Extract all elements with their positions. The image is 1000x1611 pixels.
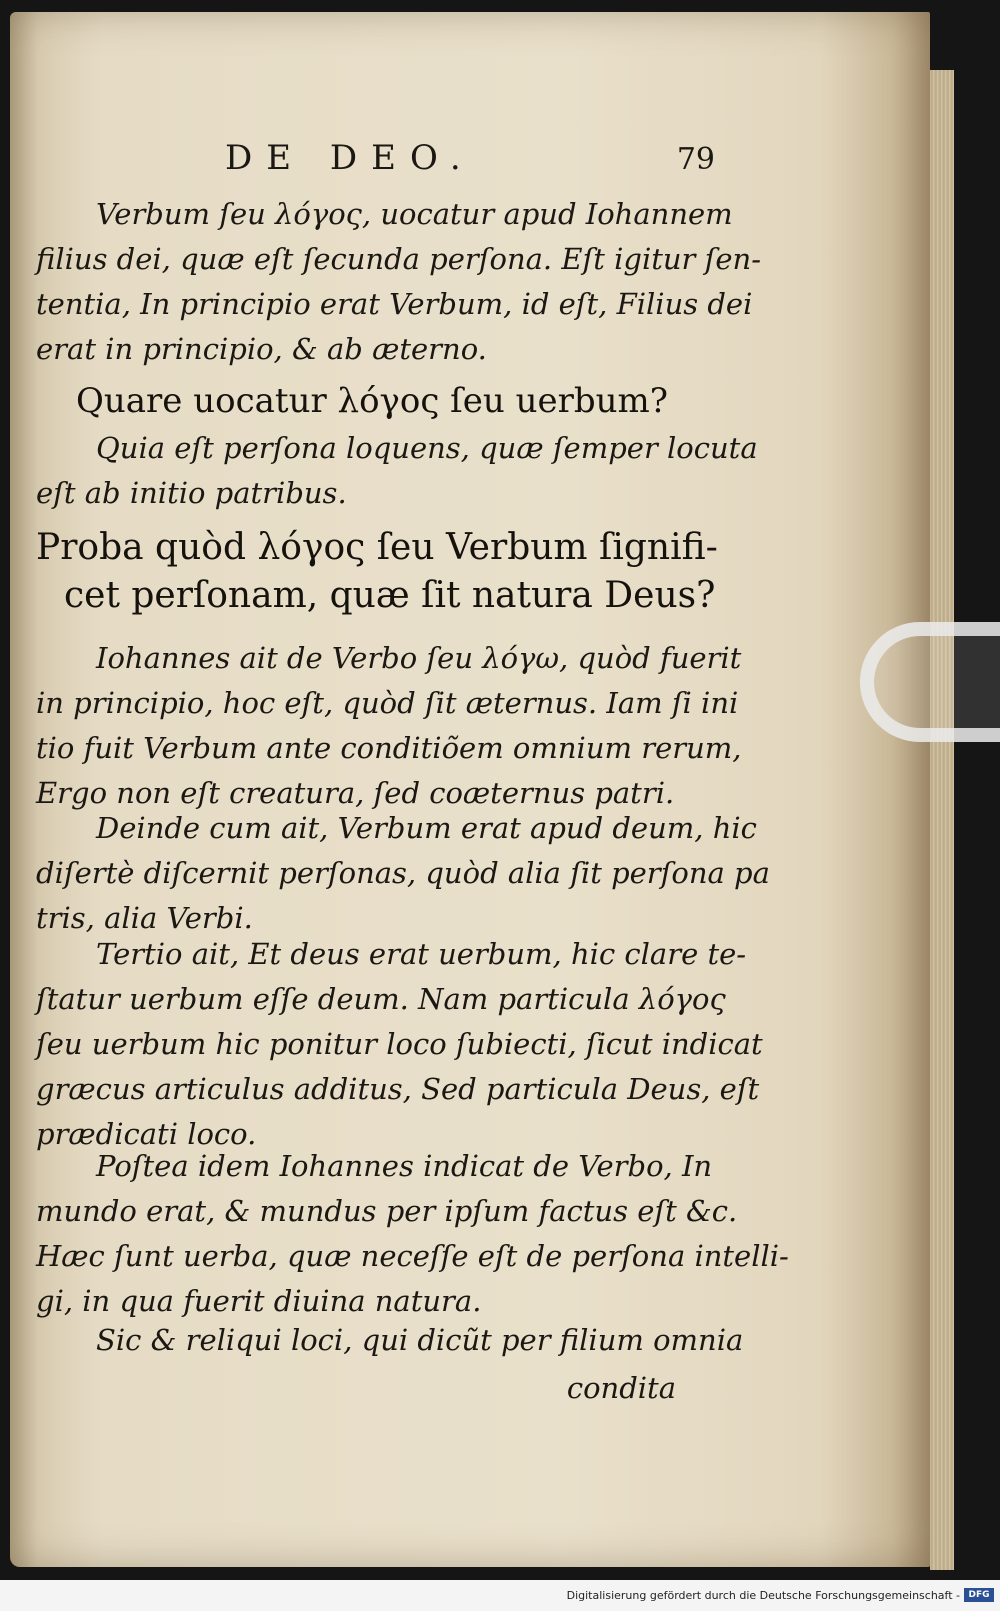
text-line: græcus articulus additus, Sed particula Deus, eſt: [36, 1072, 760, 1106]
text-line: ſtatur uerbum eſſe deum. Nam particula λόγος: [36, 982, 726, 1016]
text-line: Poſtea idem Iohannes indicat de Verbo, In: [96, 1149, 713, 1183]
running-title: DE DEO.: [225, 138, 475, 178]
text-line: prædicati loco.: [36, 1117, 257, 1151]
text-line: Verbum ſeu λόγος, uocatur apud Iohannem: [96, 197, 733, 231]
answer-paragraph: [36, 1318, 744, 1363]
text-line: filius dei, quæ eſt ſecunda perſona. Eſt igitur ſen-: [36, 242, 762, 276]
text-line: ſeu uerbum hic ponitur loco ſubiecti, ſicut indicat: [36, 1027, 763, 1061]
page-number: 79: [676, 142, 715, 177]
text-line: tris, alia Verbi.: [36, 901, 253, 935]
text-line: Iohannes ait de Verbo ſeu λόγω, quòd fuerit: [96, 641, 742, 675]
catchword-line: [36, 1366, 696, 1411]
text-line: erat in principio, & ab æterno.: [36, 332, 487, 366]
text-line: Quia eſt perſona loquens, quæ ſemper locuta: [96, 431, 758, 465]
text-line: mundo erat, & mundus per ipſum factus eſt &c.: [36, 1194, 738, 1228]
running-head: [225, 138, 715, 178]
text-line: Hæc ſunt uerba, quæ neceſſe eſt de perſona intelli-: [36, 1239, 789, 1273]
text-line: in principio, hoc eſt, quòd ſit æternus. Iam ſi ini: [36, 686, 739, 720]
text-line: cet perſonam, quæ ſit natura Deus?: [64, 575, 716, 616]
answer-paragraph: [36, 806, 770, 941]
answer-paragraph: [36, 426, 758, 516]
text-line: Ergo non eſt creatura, ſed coæternus patri.: [36, 776, 675, 810]
page-edges: [930, 70, 954, 1570]
page-clip: [860, 622, 1000, 742]
question-heading: [76, 378, 736, 424]
answer-paragraph: [36, 1144, 789, 1324]
text-line: eſt ab initio patribus.: [36, 476, 347, 510]
text-line: Tertio ait, Et deus erat uerbum, hic clare te-: [96, 937, 747, 971]
text-line: Sic & reliqui loci, qui dicũt per filium omnia: [96, 1323, 744, 1357]
catchword: condita: [566, 1371, 676, 1405]
footer-bar: [0, 1580, 1000, 1611]
question-heading: [36, 524, 718, 620]
answer-paragraph: [36, 192, 762, 372]
text-line: tio fuit Verbum ante conditiõem omnium rerum,: [36, 731, 742, 765]
text-line: diſertè diſcernit perſonas, quòd alia ſit perſona pa: [36, 856, 770, 890]
text-line: Quare uocatur λόγος ſeu uerbum?: [76, 381, 668, 421]
answer-paragraph: [36, 932, 763, 1157]
text-line: gi, in qua fuerit diuina natura.: [36, 1284, 482, 1318]
text-line: tentia, In principio erat Verbum, id eſt, Filius dei: [36, 287, 753, 321]
dfg-logo: DFG: [964, 1588, 994, 1602]
text-line: Proba quòd λόγος ſeu Verbum ſignifi-: [36, 527, 718, 568]
answer-paragraph: [36, 636, 742, 816]
text-line: Deinde cum ait, Verbum erat apud deum, hic: [96, 811, 757, 845]
footer-credit: Digitalisierung gefördert durch die Deutsche Forschungsgemeinschaft -: [566, 1589, 960, 1602]
